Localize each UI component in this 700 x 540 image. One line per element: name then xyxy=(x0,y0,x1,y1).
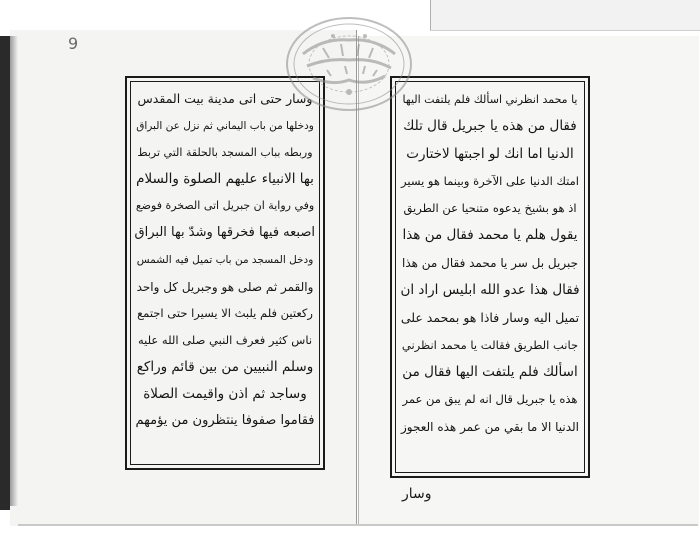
text-line: يقول هلم يا محمد فقال من هذا xyxy=(402,227,578,244)
text-line: فقال من هذه يا جبريل قال تلك xyxy=(403,118,577,135)
text-line: اصبعه فيها فخرقها وشدّ بها البراق xyxy=(135,224,315,240)
library-seal-stamp xyxy=(283,14,415,114)
text-line: والقمر ثم صلى هو وجبريل كل واحد xyxy=(136,279,314,294)
right-text-column xyxy=(400,86,580,468)
folio-number: 9 xyxy=(68,34,79,53)
bottom-page-edge xyxy=(18,524,698,526)
text-line: وفي رواية ان جبريل اتى الصخرة فوضع xyxy=(135,199,315,213)
text-line: ودخل المسجد من باب تميل فيه الشمس xyxy=(136,253,314,266)
text-line: اذ هو بشيخ يدعوه متنحيا عن الطريق xyxy=(403,201,577,216)
text-line: هذه يا جبريل قال انه لم يبق من عمر xyxy=(402,392,578,407)
text-line: امتك الدنيا على الآخرة وبينما هو يسير xyxy=(401,173,579,188)
text-line: فقال هذا عدو الله ابليس اراد ان xyxy=(400,282,580,299)
text-line: فقاموا صفوفا ينتظرون من يؤمهم xyxy=(135,412,315,428)
text-line: وربطه بباب المسجد بالحلقة التي تربط xyxy=(137,145,313,159)
text-line: وسار حتى اتى مدينة بيت المقدس xyxy=(137,91,313,106)
text-line: اسألك فلم يلتفت اليها فقال من xyxy=(402,363,578,380)
next-page-edge xyxy=(430,0,700,31)
left-text-column xyxy=(135,86,315,460)
text-line: بها الانبياء عليهم الصلوة والسلام xyxy=(136,171,314,188)
text-line: ودخلها من باب اليماني ثم نزل عن البراق xyxy=(136,119,314,132)
page-edge-line xyxy=(430,0,431,30)
catchword: وسار xyxy=(402,486,432,502)
text-line: الدنيا الا ما بقي من عمر هذه العجوز xyxy=(401,419,579,434)
right-text-frame xyxy=(390,76,590,478)
text-line: وساجد ثم اذن واقيمت الصلاة xyxy=(143,385,307,402)
text-line: الدنيا اما انك لو اجبتها لاختارت xyxy=(406,145,574,162)
text-line: يا محمد انظرني اسألك فلم يلتفت اليها xyxy=(402,93,578,106)
text-line: تميل اليه وسار فاذا هو بمحمد على xyxy=(400,310,580,326)
text-line: جبريل بل سر يا محمد فقال من هذا xyxy=(401,255,578,270)
text-line: ركعتين فلم يلبث الا يسيرا حتى اجتمع xyxy=(137,306,313,321)
binding-spine xyxy=(0,36,10,510)
text-line: ناس كثير فعرف النبي صلى الله عليه xyxy=(137,333,313,348)
text-line: جانب الطريق فقالت يا محمد انظرني xyxy=(401,337,579,352)
page-shadow xyxy=(10,36,18,506)
text-line: وسلم النبيين من بين قائم وراكع xyxy=(136,358,314,375)
left-text-frame xyxy=(125,76,325,470)
